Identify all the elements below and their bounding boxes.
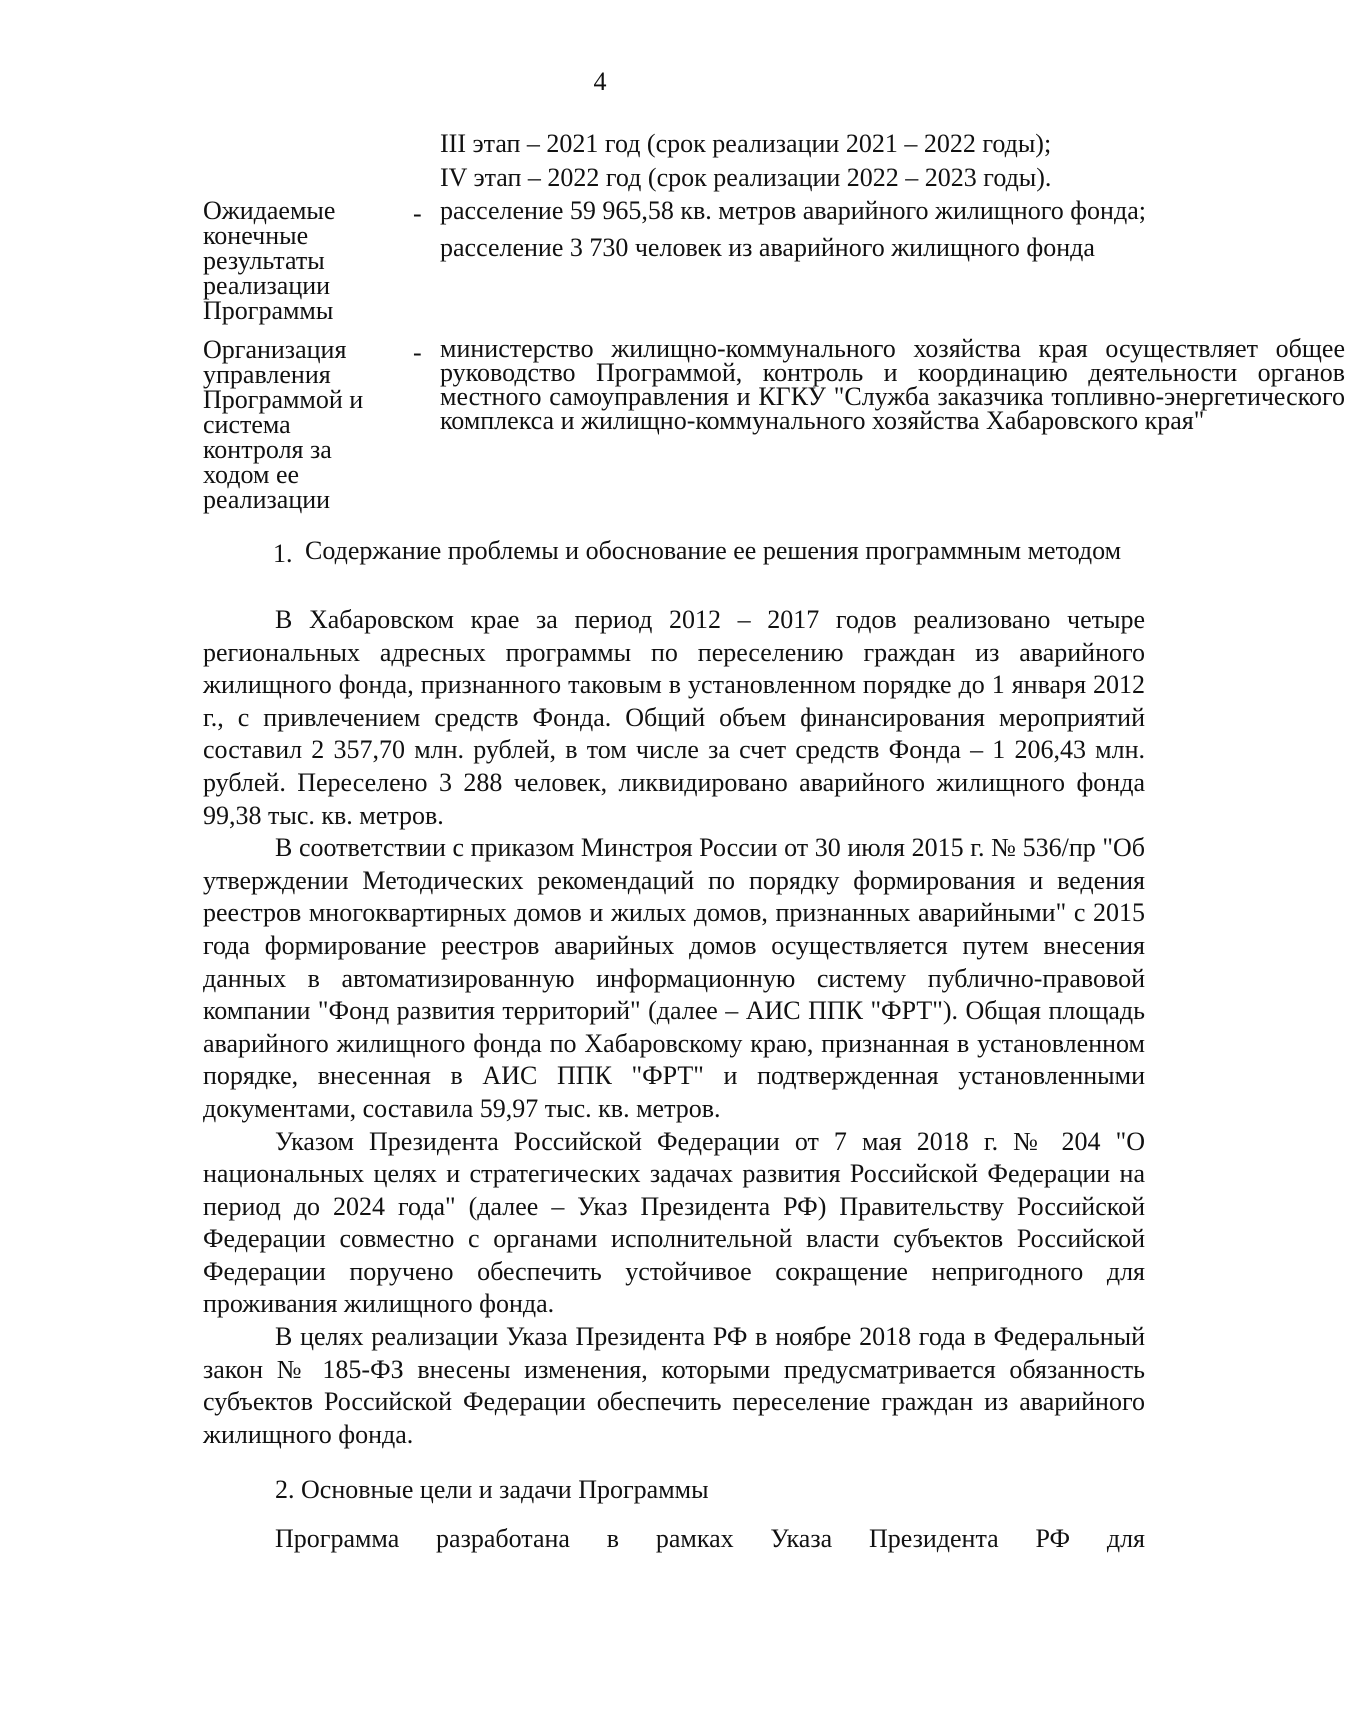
row-content-expected-results (440, 198, 1345, 260)
section-1-title: Содержание проблемы и обоснование ее решения программным методом (305, 536, 1122, 565)
section-1-number: 1. (273, 539, 293, 568)
section-2-heading: 2. Основные цели и задачи Программы (275, 1475, 709, 1504)
stage-iii: III этап – 2021 год (срок реализации 2021 – 2022 годы); (440, 129, 1052, 158)
row-label-expected-results: Ожидаемые конечные результаты реализации Программы (203, 196, 336, 325)
section-1-body (203, 604, 1145, 1451)
page-number: 4 (593, 67, 607, 96)
section-2-first-line: Программа разработана в рамках Указа Президента РФ для (275, 1524, 1145, 1553)
row-content-management (440, 334, 1345, 435)
management-text: министерство жилищно-коммунального хозяйства края осуществляет общее руководство Программой, контроль и координацию деятельности органов местного самоуправления и КГКУ "Служба заказчика топливно-энергетического комплекса и жилищно-коммунального хозяйства Хабаровского края" (440, 334, 1345, 435)
stage-iv: IV этап – 2022 год (срок реализации 2022 – 2023 годы). (440, 163, 1052, 192)
row-label-management: Организация управления Программой и система контроля за ходом ее реализации (203, 335, 364, 514)
expected-result-area: расселение 59 965,58 кв. метров аварийного жилищного фонда; (440, 196, 1146, 225)
expected-result-people: расселение 3 730 человек из аварийного жилищного фонда (440, 233, 1095, 262)
passport-row-expected-results (203, 198, 1145, 328)
paragraph-3: Указом Президента Российской Федерации от 7 мая 2018 г. № 204 "О национальных целях и стратегических задачах развития Российской Федерации на период до 2024 года" (далее – Указ Президента РФ) Правительству Российской Федерации совместно с органами исполнительной власти субъектов Российской Федерации поручено обеспечить устойчивое сокращение непригодного для проживания жилищного фонда. (203, 1126, 1145, 1319)
row-dash: - (413, 338, 422, 367)
row-dash: - (413, 199, 422, 228)
paragraph-1: В Хабаровском крае за период 2012 – 2017 годов реализовано четыре региональных адресных программы по переселению граждан из аварийного жилищного фонда, признанного таковым в установленном порядке до 1 января 2012 г., с привлечением средств Фонда. Общий объем финансирования мероприятий составил 2 357,70 млн. рублей, в том числе за счет средств Фонда – 1 206,43 млн. рублей. Переселено 3 288 человек, ликвидировано аварийного жилищного фонда 99,38 тыс. кв. метров. (203, 605, 1145, 830)
paragraph-4: В целях реализации Указа Президента РФ в ноябре 2018 года в Федеральный закон № 185-ФЗ внесены изменения, которыми предусматривается обязанность субъектов Российской Федерации обеспечить переселение граждан из аварийного жилищного фонда. (203, 1322, 1145, 1449)
paragraph-2: В соответствии с приказом Минстроя России от 30 июля 2015 г. № 536/пр "Об утверждении Методических рекомендаций по порядку формирования и ведения реестров многоквартирных домов и жилых домов, признанных аварийными" с 2015 года формирование реестров аварийных домов осуществляется путем внесения данных в автоматизированную информационную систему публично-правовой компании "Фонд развития территорий" (далее – АИС ППК "ФРТ"). Общая площадь аварийного жилищного фонда по Хабаровскому краю, признанная в установленном порядке, внесенная в АИС ППК "ФРТ" и подтвержденная установленными документами, составила 59,97 тыс. кв. метров. (203, 833, 1145, 1123)
passport-row-management (203, 334, 1345, 514)
